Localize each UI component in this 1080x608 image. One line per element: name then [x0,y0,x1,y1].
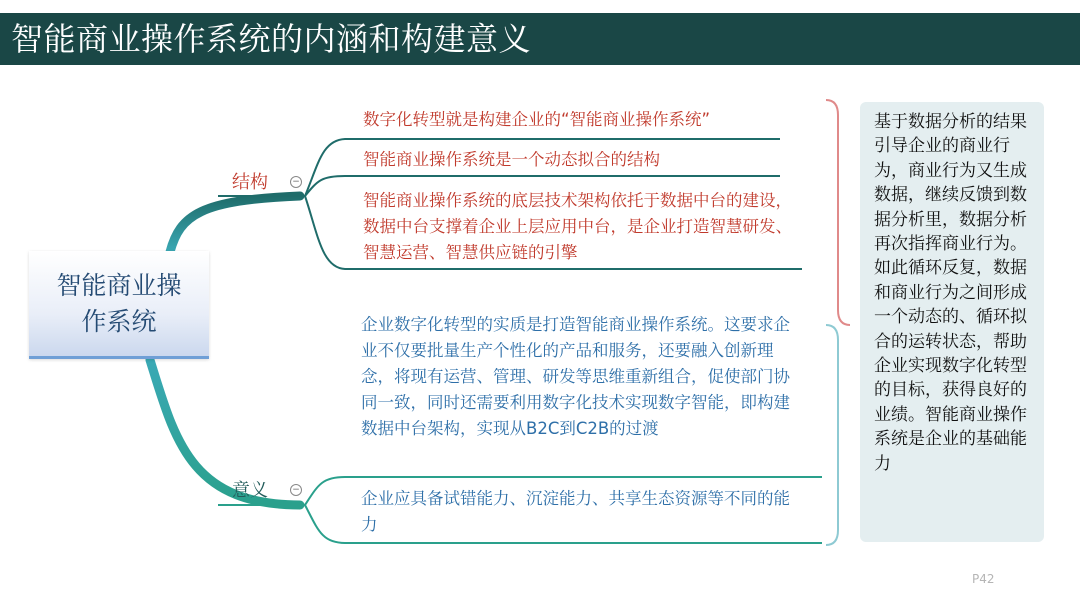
structure-collapse-toggle[interactable]: − [290,176,302,188]
page-number: P42 [972,572,995,586]
connector-root-meaning [150,360,300,505]
branch-label-meaning: 意义 [232,480,268,501]
root-label: 智能商业操作系统 [56,270,182,336]
structure-item-2: 智能商业操作系统是一个动态拟合的结构 [363,150,660,169]
meaning-collapse-toggle[interactable]: − [290,484,302,496]
meaning-item-2: 企业应具备试错能力、沉淀能力、共享生态资源等不同的能力 [361,489,790,534]
summary-text: 基于数据分析的结果引导企业的商业行为，商业行为又生成数据，继续反馈到数据分析里，数据分析再次指挥商业行为。如此循环反复，数据和商业行为之间形成一个动态的、循环拟合的运转状态，帮助企业实现数字化转型的目标，获得良好的业绩。智能商业操作系统是企业的基础能力 [874,112,1027,474]
structure-item-3: 智能商业操作系统的底层技术架构依托于数据中台的建设，数据中台支撑着企业上层应用中台，是企业打造智慧研发、智慧运营、智慧供应链的引擎 [363,191,792,262]
mindmap-root-node [29,251,209,359]
summary-box [860,102,1044,542]
meaning-bracket [826,325,838,545]
structure-item-1: 数字化转型就是构建企业的“智能商业操作系统” [363,110,711,129]
connector-root-structure [170,196,300,252]
slide-title: 智能商业操作系统的内涵和构建意义 [11,20,532,58]
structure-bracket [826,100,850,325]
branch-label-structure: 结构 [232,172,268,193]
meaning-item-1: 企业数字化转型的实质是打造智能商业操作系统。这要求企业不仅要批量生产个性化的产品和服务，还要融入创新理念，将现有运营、管理、研发等思维重新组合，促使部门协同一致，同时还需要利用数字化技术实现数字智能，即构建数据中台架构，实现从B2C到C2B的过渡 [361,315,790,438]
